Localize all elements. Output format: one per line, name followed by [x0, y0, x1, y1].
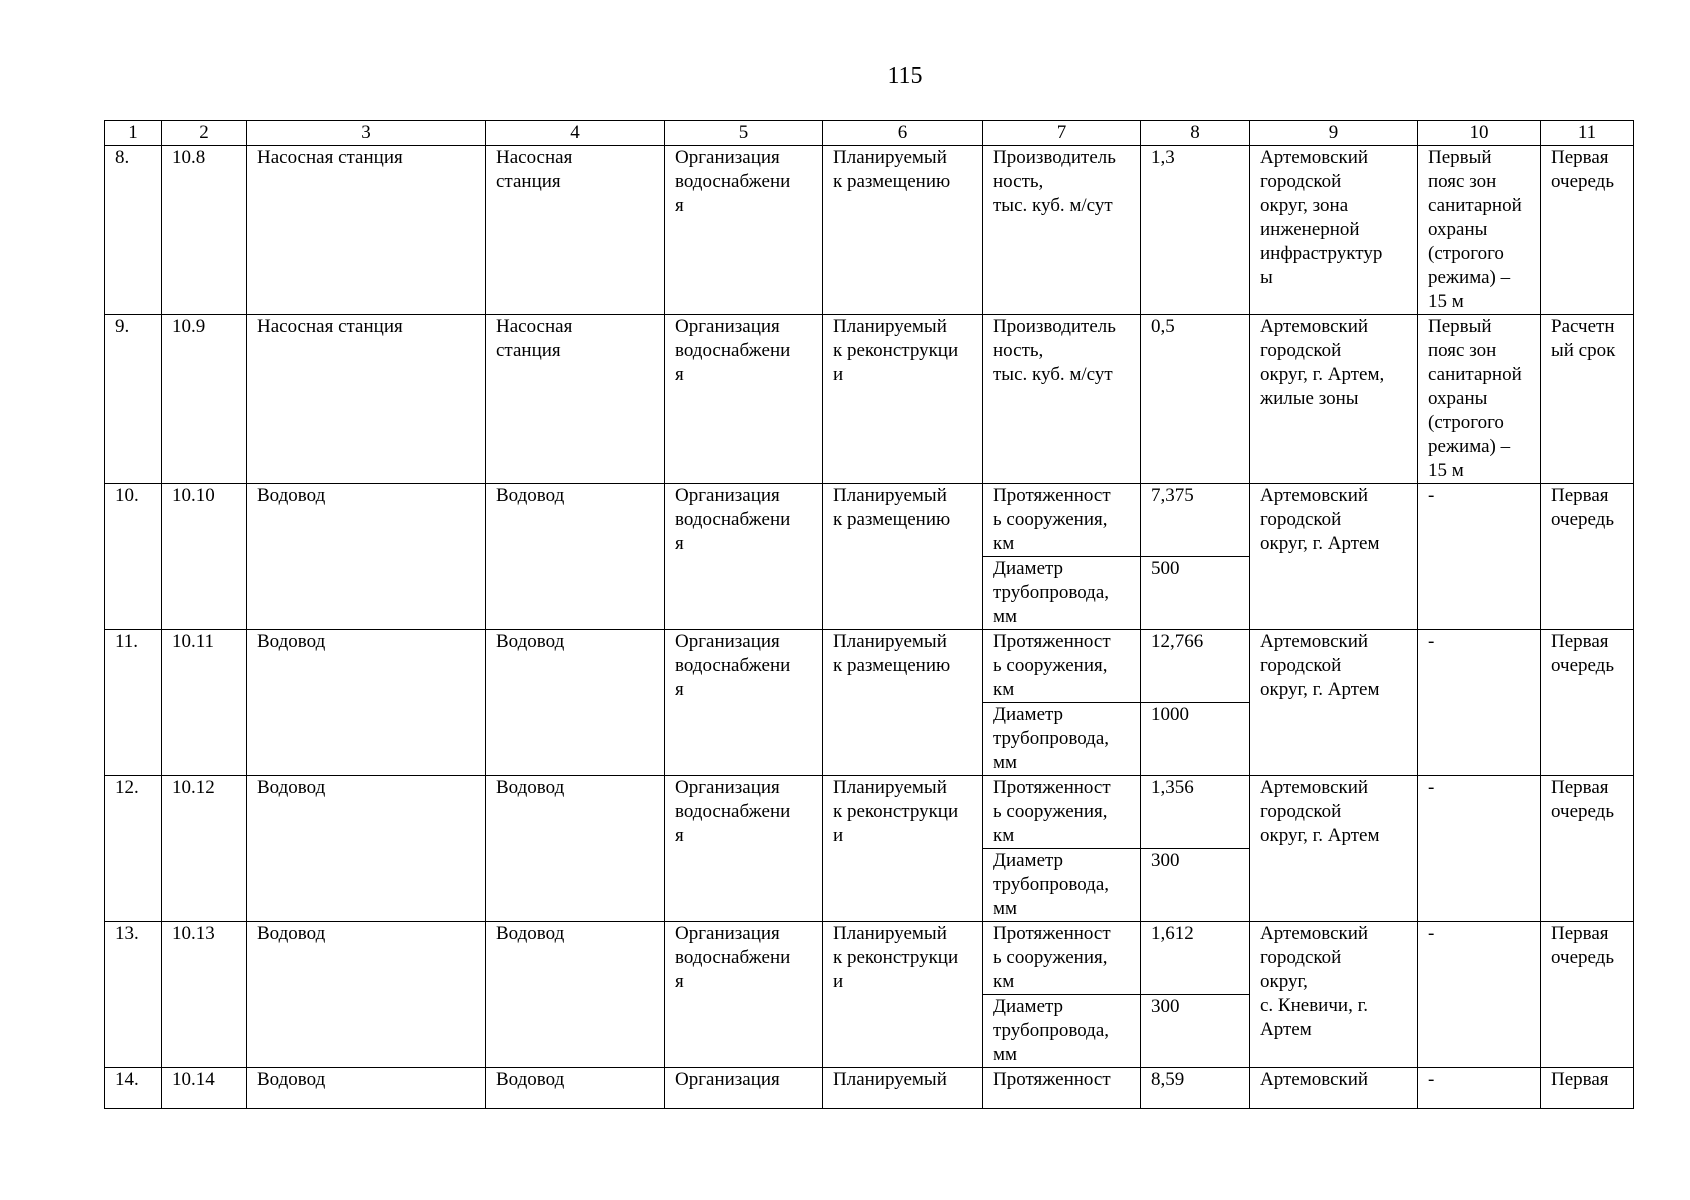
organization-cell: Организация водоснабжени я: [665, 922, 823, 1068]
object-type-cell: Водовод: [486, 630, 665, 776]
parameter-label-cell: Протяженност ь сооружения, км: [983, 776, 1141, 849]
column-header: 8: [1141, 121, 1250, 146]
code-cell: 10.10: [162, 484, 247, 630]
code-cell: 10.8: [162, 146, 247, 315]
table-row: [105, 146, 1634, 315]
page-number: 115: [887, 63, 923, 89]
object-name-cell: Насосная станция: [247, 315, 486, 484]
row-number-cell: 11.: [105, 630, 162, 776]
column-header: 7: [983, 121, 1141, 146]
code-cell: 10.11: [162, 630, 247, 776]
parameter-value-cell: 500: [1141, 557, 1250, 630]
term-cell: Первая очередь: [1541, 630, 1634, 776]
column-header: 3: [247, 121, 486, 146]
parameter-value-cell: 1,3: [1141, 146, 1250, 315]
column-header: 2: [162, 121, 247, 146]
location-cell: Артемовский городской округ, г. Артем: [1250, 484, 1418, 630]
organization-cell: Организация водоснабжени я: [665, 484, 823, 630]
parameter-label-cell: Протяженност ь сооружения, км: [983, 484, 1141, 557]
parameter-label-cell: Диаметр трубопровода, мм: [983, 703, 1141, 776]
table-row: [105, 315, 1634, 484]
table-row: [105, 1068, 1634, 1109]
organization-cell: Организация водоснабжени я: [665, 776, 823, 922]
organization-cell: Организация водоснабжени я: [665, 630, 823, 776]
row-number-cell: 8.: [105, 146, 162, 315]
term-cell: Расчетн ый срок: [1541, 315, 1634, 484]
term-cell: Первая очередь: [1541, 146, 1634, 315]
row-number-cell: 14.: [105, 1068, 162, 1109]
object-name-cell: Водовод: [247, 922, 486, 1068]
parameter-value-cell: 300: [1141, 995, 1250, 1068]
organization-cell: Организация водоснабжени я: [665, 315, 823, 484]
code-cell: 10.12: [162, 776, 247, 922]
location-cell: Артемовский городской округ, г. Артем, жилые зоны: [1250, 315, 1418, 484]
location-cell: Артемовский городской округ, г. Артем: [1250, 776, 1418, 922]
status-cell: Планируемый к размещению: [823, 484, 983, 630]
object-type-cell: Водовод: [486, 776, 665, 922]
zone-cell: -: [1418, 922, 1541, 1068]
parameter-label-cell: Диаметр трубопровода, мм: [983, 849, 1141, 922]
column-header-row: [105, 121, 1634, 146]
object-type-cell: Насосная станция: [486, 146, 665, 315]
location-cell: Артемовский городской округ, с. Кневичи, г. Артем: [1250, 922, 1418, 1068]
location-cell: Артемовский городской округ, г. Артем: [1250, 630, 1418, 776]
status-cell: Планируемый к размещению: [823, 146, 983, 315]
status-cell: Планируемый к размещению: [823, 630, 983, 776]
term-cell: Первая: [1541, 1068, 1634, 1109]
location-cell: Артемовский: [1250, 1068, 1418, 1109]
parameter-label-cell: Производитель ность, тыс. куб. м/сут: [983, 146, 1141, 315]
status-cell: Планируемый к реконструкци и: [823, 315, 983, 484]
parameter-value-cell: 1,356: [1141, 776, 1250, 849]
object-name-cell: Водовод: [247, 776, 486, 922]
code-cell: 10.9: [162, 315, 247, 484]
term-cell: Первая очередь: [1541, 922, 1634, 1068]
row-number-cell: 10.: [105, 484, 162, 630]
zone-cell: Первый пояс зон санитарной охраны (строгого режима) – 15 м: [1418, 146, 1541, 315]
row-number-cell: 12.: [105, 776, 162, 922]
organization-cell: Организация водоснабжени я: [665, 146, 823, 315]
organization-cell: Организация: [665, 1068, 823, 1109]
parameter-label-cell: Протяженност ь сооружения, км: [983, 922, 1141, 995]
row-number-cell: 13.: [105, 922, 162, 1068]
object-type-cell: Водовод: [486, 1068, 665, 1109]
column-header: 10: [1418, 121, 1541, 146]
status-cell: Планируемый: [823, 1068, 983, 1109]
table-row: [105, 776, 1634, 849]
object-name-cell: Насосная станция: [247, 146, 486, 315]
status-cell: Планируемый к реконструкци и: [823, 922, 983, 1068]
table-row: [105, 922, 1634, 995]
term-cell: Первая очередь: [1541, 484, 1634, 630]
code-cell: 10.14: [162, 1068, 247, 1109]
zone-cell: Первый пояс зон санитарной охраны (строгого режима) – 15 м: [1418, 315, 1541, 484]
parameter-value-cell: 1,612: [1141, 922, 1250, 995]
object-name-cell: Водовод: [247, 484, 486, 630]
document-table: [104, 120, 1634, 1109]
zone-cell: -: [1418, 630, 1541, 776]
code-cell: 10.13: [162, 922, 247, 1068]
parameter-label-cell: Диаметр трубопровода, мм: [983, 995, 1141, 1068]
row-number-cell: 9.: [105, 315, 162, 484]
column-header: 9: [1250, 121, 1418, 146]
zone-cell: -: [1418, 1068, 1541, 1109]
parameter-value-cell: 7,375: [1141, 484, 1250, 557]
parameter-label-cell: Диаметр трубопровода, мм: [983, 557, 1141, 630]
column-header: 4: [486, 121, 665, 146]
location-cell: Артемовский городской округ, зона инженерной инфраструктур ы: [1250, 146, 1418, 315]
parameter-label-cell: Протяженност: [983, 1068, 1141, 1109]
status-cell: Планируемый к реконструкци и: [823, 776, 983, 922]
object-name-cell: Водовод: [247, 1068, 486, 1109]
object-name-cell: Водовод: [247, 630, 486, 776]
column-header: 6: [823, 121, 983, 146]
parameter-label-cell: Протяженност ь сооружения, км: [983, 630, 1141, 703]
parameter-value-cell: 12,766: [1141, 630, 1250, 703]
parameter-value-cell: 0,5: [1141, 315, 1250, 484]
column-header: 5: [665, 121, 823, 146]
table-row: [105, 630, 1634, 703]
parameter-label-cell: Производитель ность, тыс. куб. м/сут: [983, 315, 1141, 484]
object-type-cell: Насосная станция: [486, 315, 665, 484]
zone-cell: -: [1418, 484, 1541, 630]
zone-cell: -: [1418, 776, 1541, 922]
parameter-value-cell: 1000: [1141, 703, 1250, 776]
object-type-cell: Водовод: [486, 484, 665, 630]
column-header: 1: [105, 121, 162, 146]
term-cell: Первая очередь: [1541, 776, 1634, 922]
object-type-cell: Водовод: [486, 922, 665, 1068]
parameter-value-cell: 8,59: [1141, 1068, 1250, 1109]
parameter-value-cell: 300: [1141, 849, 1250, 922]
column-header: 11: [1541, 121, 1634, 146]
table-row: [105, 484, 1634, 557]
